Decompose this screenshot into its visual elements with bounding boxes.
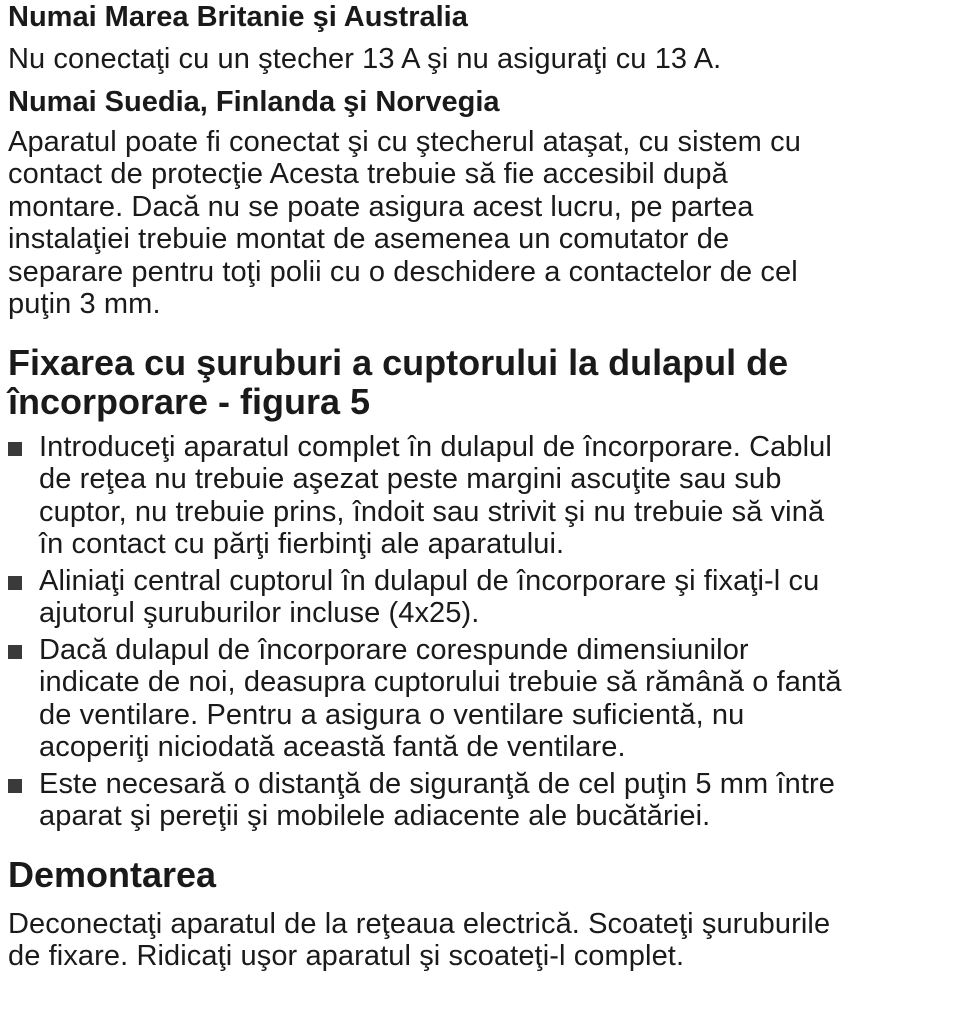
list-item: [8, 431, 948, 561]
list-item: [8, 768, 948, 833]
square-bullet-icon: [8, 442, 22, 456]
section-title-fixing: [8, 343, 948, 421]
text-line: montare. Dacă nu se poate asigura acest lucru, pe partea: [8, 190, 754, 223]
text-line: Deconectaţi aparatul de la reţeaua electrică. Scoateţi şuruburile: [8, 907, 831, 940]
text-line: cuptor, nu trebuie prins, îndoit sau strivit şi nu trebuie să vină: [39, 495, 825, 528]
text-line: separare pentru toţi polii cu o deschidere a contactelor de cel: [8, 255, 798, 288]
text-line: Este necesară o distanţă de siguranţă de cel puţin 5 mm între: [39, 767, 835, 800]
title-line: Fixarea cu şuruburi a cuptorului la dulapul de: [8, 341, 789, 383]
text-line: contact de protecţie Acesta trebuie să fie accesibil după: [8, 158, 728, 190]
text-line: Introduceţi aparatul complet în dulapul de încorporare. Cablul: [39, 430, 832, 463]
square-bullet-icon: [8, 779, 22, 793]
fixing-instructions-list: [8, 431, 948, 833]
text-line: puţin 3 mm.: [8, 288, 161, 320]
document-page: [8, 0, 948, 973]
text-removal: [8, 908, 948, 973]
text-line: aparat şi pereţii şi mobilele adiacente ale bucătăriei.: [39, 800, 711, 832]
heading-sweden-finland-norway: Numai Suedia, Finlanda şi Norvegia: [8, 85, 500, 118]
text-line: instalaţiei trebuie montat de asemenea un comutator de: [8, 223, 730, 255]
square-bullet-icon: [8, 576, 22, 590]
text-sweden-finland-norway: [8, 126, 948, 321]
text-uk-australia: Nu conectaţi cu un ştecher 13 A şi nu asiguraţi cu 13 A.: [8, 43, 722, 75]
list-item: [8, 634, 948, 764]
square-bullet-icon: [8, 645, 22, 659]
text-line: de fixare. Ridicaţi uşor aparatul şi scoateţi-l complet.: [8, 940, 685, 972]
text-line: Aparatul poate fi conectat şi cu ştecherul ataşat, cu sistem cu: [8, 125, 801, 158]
title-line: încorporare - figura 5: [8, 380, 371, 422]
text-line: de ventilare. Pentru a asigura o ventilare suficientă, nu: [39, 698, 745, 731]
section-title-removal: Demontarea: [8, 853, 217, 895]
list-item: [8, 565, 948, 630]
text-line: Dacă dulapul de încorporare corespunde dimensiunilor: [39, 633, 749, 666]
text-line: indicate de noi, deasupra cuptorului trebuie să rămână o fantă: [39, 666, 842, 698]
text-line: în contact cu părţi fierbinţi ale aparatului.: [39, 528, 565, 560]
heading-uk-australia: Numai Marea Britanie şi Australia: [8, 1, 468, 33]
text-line: de reţea nu trebuie aşezat peste margini ascuţite sau sub: [39, 463, 782, 495]
text-line: Aliniaţi central cuptorul în dulapul de încorporare şi fixaţi-l cu: [39, 564, 820, 597]
text-line: ajutorul şuruburilor incluse (4x25).: [39, 597, 480, 629]
text-line: acoperiţi niciodată această fantă de ventilare.: [39, 731, 626, 763]
